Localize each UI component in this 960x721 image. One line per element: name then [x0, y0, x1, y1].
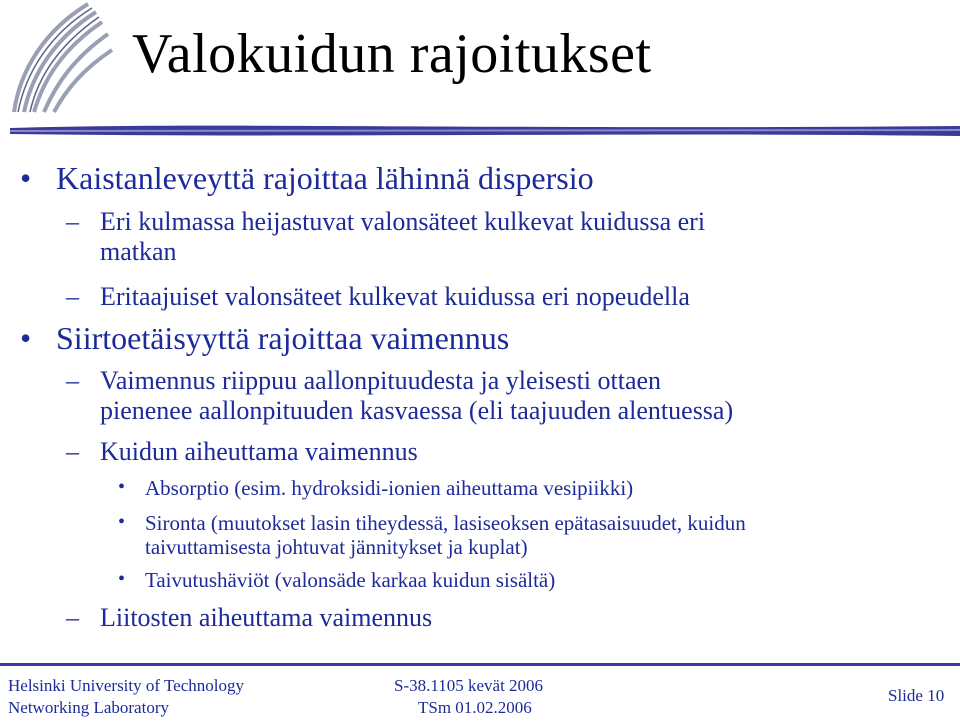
- footer-slide-number: Slide 10: [888, 686, 945, 705]
- dash-marker: –: [66, 207, 79, 236]
- bullet-text: [100, 366, 733, 426]
- footer-divider: [0, 663, 960, 666]
- bullet-marker: •: [20, 320, 32, 356]
- bullet-marker: •: [118, 511, 126, 533]
- bullet-text: [145, 511, 746, 559]
- footer-department: Networking Laboratory: [8, 698, 169, 717]
- dash-marker: –: [66, 603, 79, 632]
- bullet-line: Eri kulmassa heijastuvat valonsäteet kulkevat kuidussa eri: [100, 207, 706, 236]
- bullet-text: Kaistanleveyttä rajoittaa lähinnä dispersio: [56, 160, 594, 196]
- bullet-text: Taivutushäviöt (valonsäde karkaa kuidun sisältä): [145, 568, 556, 592]
- bullet-text: Siirtoetäisyyttä rajoittaa vaimennus: [56, 320, 510, 356]
- footer-course: S-38.1105 kevät 2006: [394, 676, 544, 695]
- dash-marker: –: [66, 437, 79, 466]
- footer-author-date: TSm 01.02.2006: [418, 698, 532, 717]
- bullet-text: Liitosten aiheuttama vaimennus: [100, 603, 433, 632]
- bullet-line: matkan: [100, 237, 177, 266]
- bullet-line: taivuttamisesta johtuvat jännitykset ja kuplat): [145, 535, 528, 559]
- dash-marker: –: [66, 366, 79, 395]
- footer-organization: Helsinki University of Technology: [8, 676, 244, 695]
- slide-title: Valokuidun rajoitukset: [132, 23, 652, 85]
- bullet-text: [100, 207, 705, 267]
- bullet-marker: •: [20, 160, 32, 196]
- dash-marker: –: [66, 282, 79, 311]
- bullet-line: Sironta (muutokset lasin tiheydessä, lasiseoksen epätasaisuudet, kuidun: [145, 511, 746, 535]
- university-logo-icon: [0, 0, 120, 115]
- bullet-line: pienenee aallonpituuden kasvaessa (eli taajuuden alentuessa): [100, 396, 734, 425]
- title-underline: [10, 118, 960, 140]
- slide-footer: [0, 668, 960, 721]
- bullet-text: Kuidun aiheuttama vaimennus: [100, 437, 418, 466]
- bullet-text: Absorptio (esim. hydroksidi-ionien aiheuttama vesipiikki): [145, 476, 634, 500]
- bullet-text: Eritaajuiset valonsäteet kulkevat kuidussa eri nopeudella: [100, 282, 690, 311]
- bullet-marker: •: [118, 476, 126, 498]
- bullet-line: Vaimennus riippuu aallonpituudesta ja yleisesti ottaen: [100, 366, 662, 395]
- bullet-marker: •: [118, 568, 126, 590]
